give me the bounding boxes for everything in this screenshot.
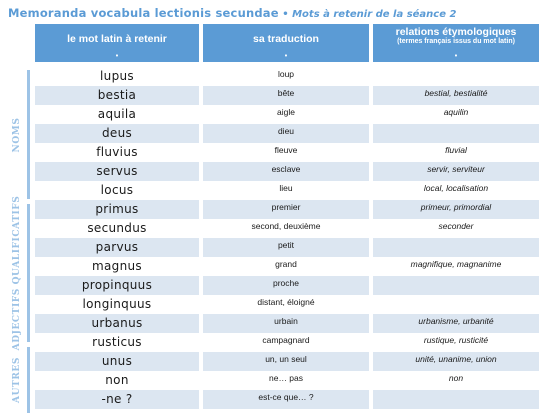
translation: urbain bbox=[203, 314, 369, 333]
translation: proche bbox=[203, 276, 369, 295]
title-latin: Memoranda vocabula lectionis secundae bbox=[8, 6, 279, 20]
etymology: bestial, bestialité bbox=[373, 86, 539, 105]
translation: un, un seul bbox=[203, 352, 369, 371]
etymology: aquilin bbox=[443, 107, 469, 117]
header-traduction-dot: • bbox=[284, 53, 288, 60]
header-relations-label: relations étymologiques bbox=[395, 26, 517, 38]
translation: distant, éloigné bbox=[257, 297, 315, 307]
section-adjectifs bbox=[0, 195, 34, 351]
table-row bbox=[35, 333, 539, 352]
latin-word: lupus bbox=[100, 69, 134, 83]
etymology bbox=[373, 67, 539, 86]
etymology bbox=[373, 390, 539, 409]
latin-word: -ne ? bbox=[35, 390, 199, 409]
translation: grand bbox=[275, 259, 297, 269]
section-autres-label: AUTRES bbox=[12, 357, 22, 403]
table-row bbox=[35, 238, 539, 257]
latin-word: deus bbox=[35, 124, 199, 143]
table-row bbox=[35, 105, 539, 124]
translation: dieu bbox=[203, 124, 369, 143]
section-noms bbox=[0, 70, 34, 199]
section-adjectifs-label: ADJECTIFS QUALIFICATIFS bbox=[12, 195, 22, 351]
table-row bbox=[35, 257, 539, 276]
translation: bête bbox=[203, 86, 369, 105]
table-row bbox=[35, 200, 539, 219]
table-row bbox=[35, 143, 539, 162]
etymology: urbanisme, urbanité bbox=[373, 314, 539, 333]
section-autres bbox=[0, 347, 34, 413]
header-relations bbox=[373, 24, 539, 62]
latin-word: propinquus bbox=[35, 276, 199, 295]
table-row bbox=[35, 162, 539, 181]
title-french: Mots à retenir de la séance 2 bbox=[292, 9, 457, 20]
translation: ne… pas bbox=[268, 373, 304, 383]
latin-word: locus bbox=[100, 183, 134, 197]
etymology: seconder bbox=[438, 221, 474, 231]
etymology bbox=[373, 124, 539, 143]
table-row bbox=[35, 181, 539, 200]
etymology: local, localisation bbox=[423, 183, 489, 193]
translation: campagnard bbox=[262, 335, 310, 345]
table-row bbox=[35, 390, 539, 409]
etymology: rustique, rusticité bbox=[423, 335, 489, 345]
translation: esclave bbox=[203, 162, 369, 181]
translation: est-ce que… ? bbox=[203, 390, 369, 409]
latin-word: rusticus bbox=[92, 335, 142, 349]
latin-word: aquila bbox=[97, 107, 137, 121]
table-row bbox=[35, 219, 539, 238]
etymology bbox=[373, 276, 539, 295]
translation: premier bbox=[203, 200, 369, 219]
etymology: non bbox=[448, 373, 464, 383]
translation: petit bbox=[203, 238, 369, 257]
table-row bbox=[35, 295, 539, 314]
latin-word: magnus bbox=[92, 259, 142, 273]
latin-word: urbanus bbox=[35, 314, 199, 333]
latin-word: unus bbox=[35, 352, 199, 371]
header-latin bbox=[35, 24, 199, 62]
header-relations-dot: • bbox=[454, 53, 458, 60]
latin-word: fluvius bbox=[96, 145, 138, 159]
etymology: unité, unanime, union bbox=[373, 352, 539, 371]
header-traduction bbox=[203, 24, 369, 62]
etymology: fluvial bbox=[445, 145, 467, 155]
translation: second, deuxième bbox=[251, 221, 321, 231]
table-row bbox=[35, 371, 539, 390]
latin-word: non bbox=[105, 373, 129, 387]
header-latin-dot: • bbox=[115, 53, 119, 60]
etymology bbox=[373, 295, 539, 314]
page-title bbox=[8, 4, 543, 22]
etymology: magnifique, magnanime bbox=[410, 259, 502, 269]
title-separator: • bbox=[278, 9, 293, 20]
section-noms-bar bbox=[27, 70, 30, 199]
section-adjectifs-bar bbox=[27, 204, 30, 342]
table-row bbox=[35, 352, 539, 371]
latin-word: secundus bbox=[87, 221, 147, 235]
latin-word: primus bbox=[35, 200, 199, 219]
table-row bbox=[35, 86, 539, 105]
header-latin-label: le mot latin à retenir bbox=[67, 33, 167, 45]
latin-word: bestia bbox=[35, 86, 199, 105]
latin-word: longinquus bbox=[82, 297, 152, 311]
translation: fleuve bbox=[274, 145, 298, 155]
etymology bbox=[373, 238, 539, 257]
section-autres-bar bbox=[27, 347, 30, 413]
translation: lieu bbox=[279, 183, 293, 193]
table-row bbox=[35, 124, 539, 143]
latin-word: servus bbox=[35, 162, 199, 181]
translation: aigle bbox=[277, 107, 295, 117]
section-noms-label: NOMS bbox=[12, 117, 22, 152]
table-row bbox=[35, 314, 539, 333]
etymology: primeur, primordial bbox=[373, 200, 539, 219]
latin-word: parvus bbox=[35, 238, 199, 257]
table-row bbox=[35, 67, 539, 86]
etymology: servir, serviteur bbox=[373, 162, 539, 181]
table-row bbox=[35, 276, 539, 295]
header-relations-sublabel: (termes français issus du mot latin) bbox=[397, 38, 515, 45]
translation: loup bbox=[277, 69, 295, 79]
header-traduction-label: sa traduction bbox=[253, 33, 319, 45]
